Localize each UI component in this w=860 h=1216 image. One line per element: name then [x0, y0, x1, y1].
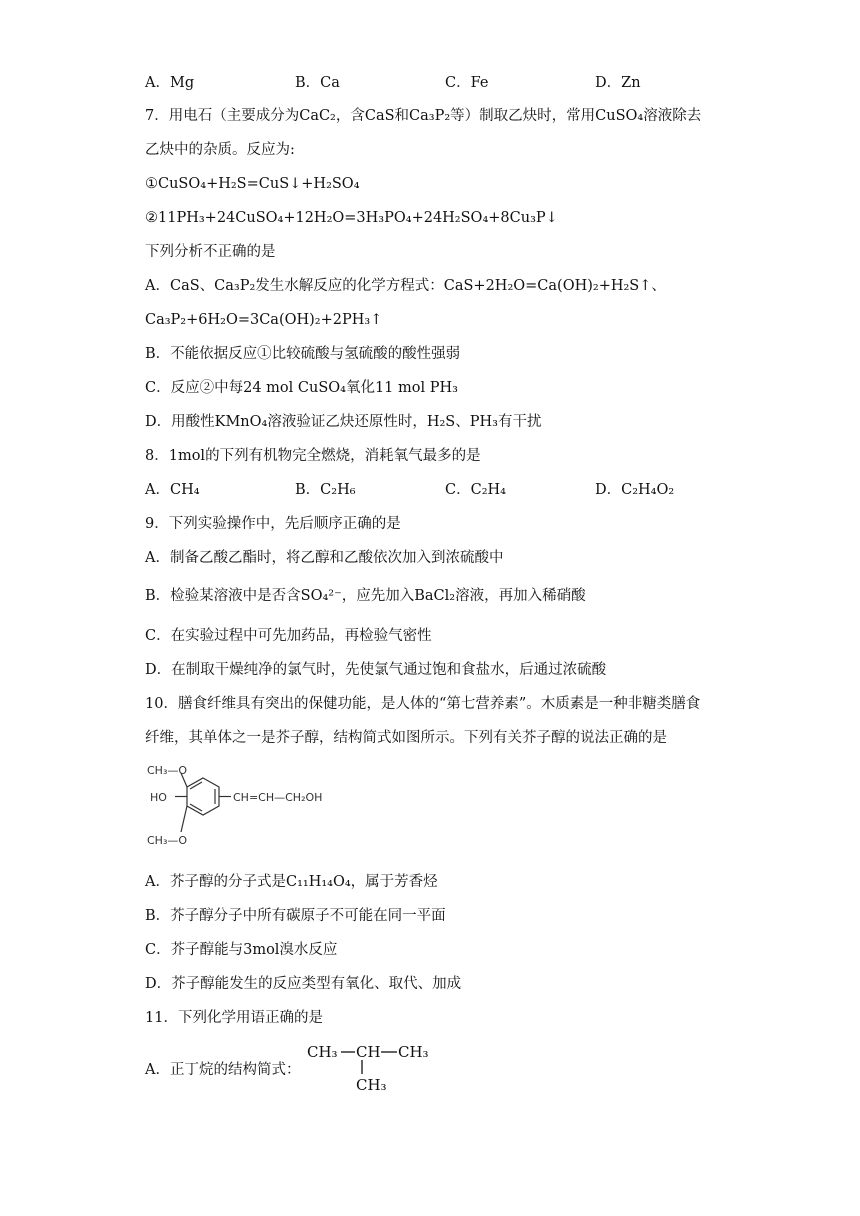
q10-option-d: D．芥子醇能发生的反应类型有氧化、取代、加成	[145, 976, 462, 992]
side-chain-label: CH=CH—CH₂OH	[233, 791, 323, 804]
q7-question: 下列分析不正确的是	[145, 244, 276, 260]
q6-option-b: B．Ca	[295, 75, 340, 91]
q11-option-a: A．正丁烷的结构简式：	[145, 1062, 301, 1078]
q9-stem: 9．下列实验操作中，先后顺序正确的是	[145, 516, 401, 532]
q7-reaction2: ②11PH₃+24CuSO₄+12H₂O=3H₃PO₄+24H₂SO₄+8Cu₃P↓	[145, 210, 558, 226]
q9-option-b: B．检验某溶液中是否含SO₄²⁻，应先加入BaCl₂溶液，再加入稀硝酸	[145, 588, 586, 604]
q8-option-b: B．C₂H₆	[295, 482, 356, 498]
q10-option-c: C．芥子醇能与3mol溴水反应	[145, 942, 338, 958]
q7-stem-line2: 乙炔中的杂质。反应为:	[145, 142, 295, 158]
q6-option-a: A．Mg	[145, 75, 195, 91]
q11-stem: 11．下列化学用语正确的是	[145, 1010, 323, 1026]
q7-stem-line1: 7．用电石（主要成分为CaC₂，含CaS和Ca₃P₂等）制取乙炔时，常用CuSO₄溶液除去	[145, 108, 702, 124]
q7-option-d: D．用酸性KMnO₄溶液验证乙炔还原性时，H₂S、PH₃有干扰	[145, 414, 542, 430]
q7-option-a-line2: Ca₃P₂+6H₂O=3Ca(OH)₂+2PH₃↑	[145, 312, 383, 328]
q9-option-a: A．制备乙酸乙酯时，将乙醇和乙酸依次加入到浓硫酸中	[145, 550, 504, 566]
q9-option-c: C．在实验过程中可先加药品，再检验气密性	[145, 628, 432, 644]
q8-option-a: A．CH₄	[145, 482, 200, 498]
sinapyl-alcohol-structure	[145, 760, 375, 852]
q8-option-c: C．C₂H₄	[445, 482, 506, 498]
methoxy-top-label: CH₃—O	[147, 764, 188, 777]
structure-right-ch3: CH₃	[398, 1043, 429, 1061]
structure-center-ch: CH	[356, 1043, 381, 1061]
q7-reaction1: ①CuSO₄+H₂S=CuS↓+H₂SO₄	[145, 176, 360, 192]
structure-bottom-ch3: CH₃	[356, 1076, 387, 1094]
q8-stem: 8．1mol的下列有机物完全燃烧，消耗氧气最多的是	[145, 448, 481, 464]
methoxy-bottom-label: CH₃—O	[147, 834, 188, 847]
q9-option-d: D．在制取干燥纯净的氯气时，先使氯气通过饱和食盐水，后通过浓硫酸	[145, 662, 607, 678]
q8-option-d: D．C₂H₄O₂	[595, 482, 675, 498]
q10-stem-line1: 10．膳食纤维具有突出的保健功能，是人体的“第七营养素”。木质素是一种非糖类膳食	[145, 696, 701, 712]
q6-option-c: C．Fe	[445, 75, 489, 91]
structure-left-ch3: CH₃	[307, 1043, 338, 1061]
q10-option-b: B．芥子醇分子中所有碳原子不可能在同一平面	[145, 908, 446, 924]
q7-option-a-line1: A．CaS、Ca₃P₂发生水解反应的化学方程式：CaS+2H₂O=Ca(OH)₂+H₂S↑、	[145, 278, 666, 294]
benzene-ring	[187, 778, 219, 815]
q7-option-b: B．不能依据反应①比较硫酸与氢硫酸的酸性强弱	[145, 346, 461, 362]
q7-option-c: C．反应②中每24 mol CuSO₄氧化11 mol PH₃	[145, 380, 458, 396]
hydroxyl-label: HO	[150, 791, 167, 804]
butane-structure	[305, 1040, 445, 1096]
q10-stem-line2: 纤维，其单体之一是芥子醇，结构简式如图所示。下列有关芥子醇的说法正确的是	[145, 730, 667, 746]
q10-option-a: A．芥子醇的分子式是C₁₁H₁₄O₄，属于芳香烃	[145, 874, 438, 890]
q6-option-d: D．Zn	[595, 75, 641, 91]
